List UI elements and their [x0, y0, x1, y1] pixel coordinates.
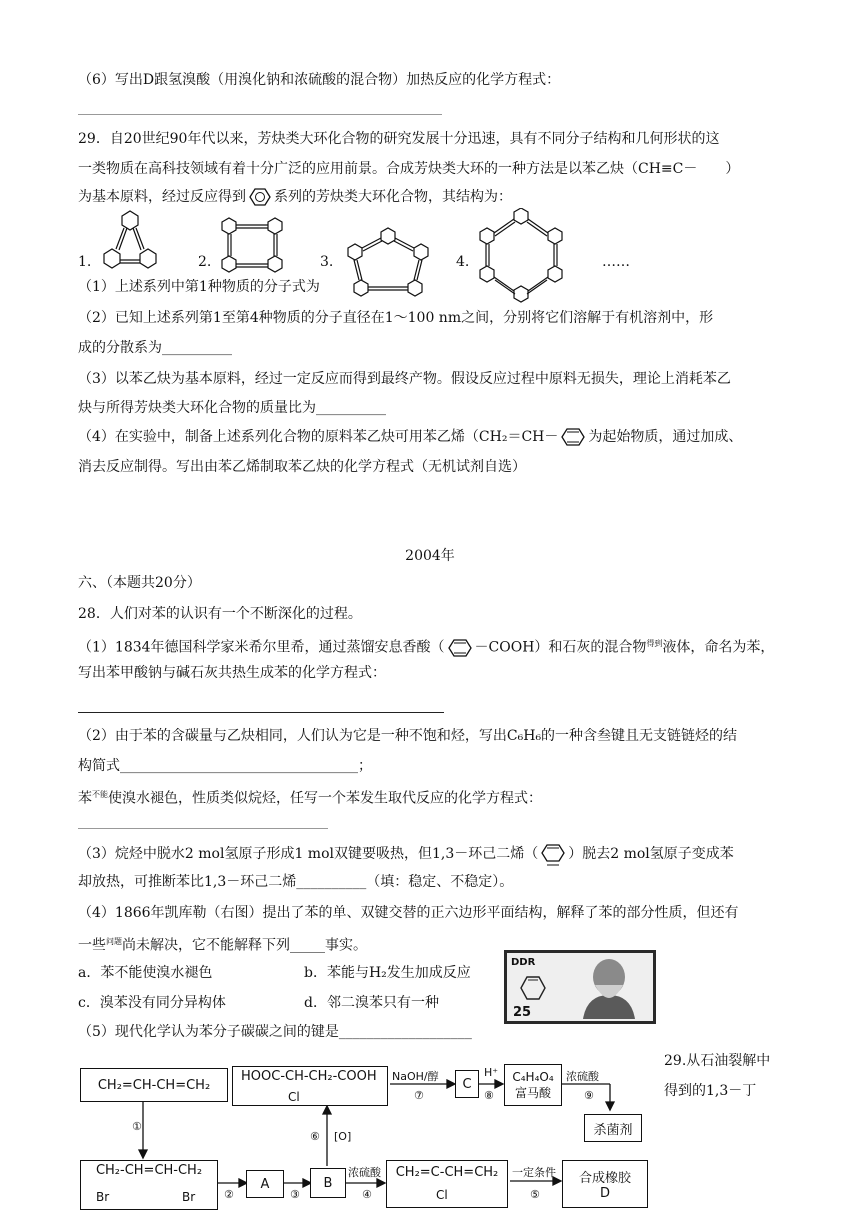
cyclohexadiene-icon — [538, 842, 568, 866]
structure-label-1: 1. — [78, 254, 92, 270]
step-5: ⑤ — [530, 1188, 540, 1201]
option-c: c．溴苯没有同分异构体 — [78, 995, 226, 1011]
step-9: ⑨ — [584, 1089, 594, 1102]
chlorosuccinic-acid-box: HOOC-CH-CH₂-COOH — [232, 1066, 388, 1106]
synthetic-rubber-box: 合成橡胶 D — [562, 1160, 648, 1208]
option-d: d．邻二溴苯只有一种 — [304, 995, 439, 1011]
q29-part2-line1: （2）已知上述系列第1至第4种物质的分子直径在1～100 nm之间，分别将它们溶解于有机溶剂中，形 — [78, 310, 714, 326]
oxidation-label: [O] — [334, 1130, 352, 1143]
answer-line — [78, 828, 328, 829]
fumaric-acid-box: C₄H₄O₄ 富马酸 — [504, 1064, 562, 1106]
q29b-line1: 29.从石油裂解中 — [664, 1053, 771, 1069]
structure-label-2: 2. — [198, 254, 212, 270]
q29-part3-line1: （3）以苯乙炔为基本原料，经过一定反应而得到最终产物。假设反应过程中原料无损失，理论上消耗苯乙 — [78, 371, 731, 387]
q28-part4-line1: （4）1866年凯库勒（右图）提出了苯的单、双键交替的正六边形平面结构，解释了苯的部分性质，但还有 — [78, 905, 739, 921]
answer-line — [78, 712, 444, 713]
year-heading: 2004年 — [405, 548, 455, 564]
step-7: ⑦ — [414, 1089, 424, 1102]
benzene-icon — [445, 638, 475, 658]
conc-acid-label-2: 浓硫酸 — [348, 1166, 381, 1179]
q29b-line2: 得到的1,3－丁 — [664, 1083, 757, 1099]
compound-c-box: C — [455, 1070, 479, 1098]
q29-intro-line3: 为基本原料，经过反应得到 系列的芳炔类大环化合物，其结构为： — [78, 189, 512, 205]
naoh-label: NaOH/醇 — [392, 1070, 439, 1083]
q29-part4-line1: （4）在实验中，制备上述系列化合物的原料苯乙炔可用苯乙烯（CH₂＝CH－ 为起始物质，通过加成、 — [78, 429, 743, 445]
q28-part1-line1: （1）1834年德国科学家米希尔里希，通过蒸馏安息香酸（ －COOH）和石灰的混合物$^{得到}$液体，命名为苯， — [78, 639, 775, 656]
q28-intro: 28．人们对苯的认识有一个不断深化的过程。 — [78, 606, 362, 622]
step-8: ⑧ — [484, 1089, 494, 1102]
structure-ellipsis: …… — [602, 254, 630, 270]
chloroprene-box: CH₂=C-CH=CH₂ — [386, 1160, 508, 1208]
br-label-2: Br — [182, 1190, 196, 1204]
section-six-heading: 六、（本题共20分） — [78, 575, 201, 591]
answer-line — [78, 114, 442, 115]
benzene-icon — [558, 427, 588, 447]
conc-acid-label-1: 浓硫酸 — [566, 1070, 599, 1083]
q29-part2-line2: 成的分散系为__________ — [78, 340, 232, 356]
step-4: ④ — [362, 1188, 372, 1201]
q29-intro-line2: 一类物质在高科技领域有着十分广泛的应用前景。合成芳炔类大环的一种方法是以苯乙炔（CH≡C－ ） — [78, 161, 740, 177]
q6-text: （6）写出D跟氢溴酸（用溴化钠和浓硫酸的混合物）加热反应的化学方程式： — [78, 72, 561, 88]
portrait-icon — [569, 955, 649, 1019]
structure-label-3: 3. — [320, 254, 334, 270]
q28-part5: （5）现代化学认为苯分子碳碳之间的键是___________________ — [78, 1024, 472, 1040]
step-2: ② — [224, 1188, 234, 1201]
q28-part2-line3: 苯$^{不能}$使溴水褪色，性质类似烷烃，任写一个苯发生取代反应的化学方程式： — [78, 790, 542, 807]
q28-part2-line1: （2）由于苯的含碳量与乙炔相同，人们认为它是一种不饱和烃，写出C₆H₆的一种含叁键且无支链链烃的结 — [78, 728, 738, 744]
option-b: b．苯能与H₂发生加成反应 — [304, 965, 471, 981]
dibromobutene-box: CH₂-CH=CH-CH₂ — [80, 1160, 218, 1210]
benzene-icon — [246, 187, 274, 207]
condition-label: 一定条件 — [512, 1166, 556, 1179]
q28-part1-line2: 写出苯甲酸钠与碱石灰共热生成苯的化学方程式： — [78, 665, 386, 681]
q29-part3-line2: 炔与所得芳炔类大环化合物的质量比为__________ — [78, 400, 386, 416]
q29-part1: （1）上述系列中第1种物质的分子式为 — [78, 279, 320, 295]
q28-part3-line1: （3）烷烃中脱水2 mol氢原子形成1 mol双键要吸热，但1,3－环己二烯（ ）脱去2 mol氢原子变成苯 — [78, 842, 734, 866]
fungicide-box: 杀菌剂 — [584, 1114, 642, 1142]
stamp-benzene-icon — [513, 971, 553, 1005]
hplus-label: H⁺ — [484, 1066, 499, 1079]
stamp-country: DDR — [511, 957, 536, 968]
cp-cl-label: Cl — [436, 1188, 448, 1202]
q28-part4-line2: 一些$^{问题}$尚未解决，它不能解释下列_____事实。 — [78, 937, 367, 954]
structure-label-4: 4. — [456, 254, 470, 270]
butadiene-box: CH₂=CH-CH=CH₂ — [80, 1068, 228, 1102]
step-3: ③ — [290, 1188, 300, 1201]
q29-part4-line2: 消去反应制得。写出由苯乙烯制取苯乙炔的化学方程式（无机试剂自选） — [78, 459, 526, 475]
acid-cl-label: Cl — [288, 1090, 300, 1104]
compound-a-box: A — [246, 1170, 284, 1198]
option-a: a．苯不能使溴水褪色 — [78, 965, 213, 981]
step-6: ⑥ — [310, 1130, 320, 1143]
q28-part2-line2: 构简式__________________________________； — [78, 758, 372, 774]
kekule-stamp-image — [504, 950, 656, 1024]
compound-b-box: B — [310, 1168, 346, 1198]
stamp-value: 25 — [513, 1005, 532, 1020]
step-1: ① — [132, 1120, 142, 1133]
br-label-1: Br — [96, 1190, 110, 1204]
q28-part3-line2: 却放热，可推断苯比1,3－环己二烯__________（填：稳定、不稳定）。 — [78, 874, 514, 890]
q29-intro-line1: 29．自20世纪90年代以来，芳炔类大环化合物的研究发展十分迅速，具有不同分子结构和几何形状的这 — [78, 131, 720, 147]
